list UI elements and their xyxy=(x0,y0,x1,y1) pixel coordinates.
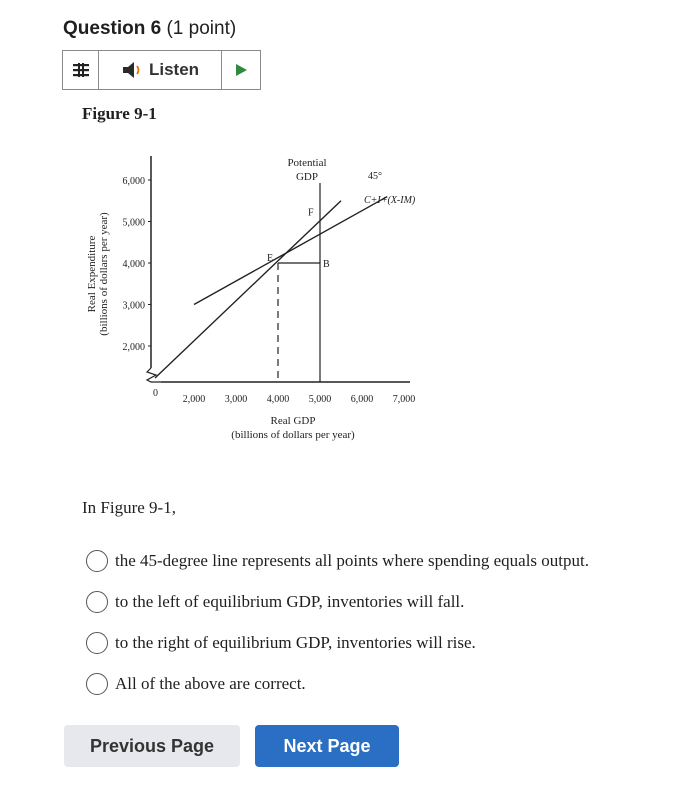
listen-label: Listen xyxy=(148,60,200,79)
figure-title: Figure 9-1 xyxy=(82,104,157,123)
y-tick-label: 6,000 xyxy=(122,176,145,187)
x-tick-label: 6,000 xyxy=(350,394,374,405)
option-a-text: the 45-degree line represents all points where spending equals output. xyxy=(115,551,589,570)
y-axis-units: (billions of dollars per year) xyxy=(98,212,110,336)
aggregate-expenditure-line xyxy=(194,197,387,305)
y-tick-label: 4,000 xyxy=(122,259,145,270)
point-b-label: B xyxy=(323,259,330,270)
previous-page-button[interactable]: Previous Page xyxy=(64,725,240,767)
x-tick-label: 7,000 xyxy=(392,394,416,405)
x-tick-label: 4,000 xyxy=(266,394,290,405)
option-b-text: to the left of equilibrium GDP, inventories will fall. xyxy=(115,592,465,611)
point-f-label: F xyxy=(308,207,314,219)
option-d[interactable] xyxy=(86,673,306,695)
potential-gdp-label-1: Potential xyxy=(287,157,327,169)
x-tick-label: 3,000 xyxy=(224,394,248,405)
x-axis-title: Real GDP xyxy=(270,415,316,427)
x-axis-units: (billions of dollars per year) xyxy=(231,429,355,441)
45-degree-label: 45° xyxy=(368,171,382,182)
y-axis-title: Real Expenditure xyxy=(86,235,98,313)
ae-line-label: C+I+(X-IM) xyxy=(364,195,416,206)
question-stem: In Figure 9-1, xyxy=(82,498,176,517)
option-c[interactable] xyxy=(86,632,476,654)
question-title: Question 6 xyxy=(63,18,162,39)
question-points: (1 point) xyxy=(166,18,237,39)
x-tick-label: 5,000 xyxy=(308,394,332,405)
45-degree-line xyxy=(155,201,341,378)
y-tick-label: 2,000 xyxy=(122,342,145,353)
option-d-text: All of the above are correct. xyxy=(115,674,306,693)
point-e-label: E xyxy=(266,253,274,264)
radio-option-c[interactable] xyxy=(86,632,108,654)
next-page-button[interactable]: Next Page xyxy=(255,725,399,767)
x-tick-label: 2,000 xyxy=(182,394,206,405)
radio-option-a[interactable] xyxy=(86,550,108,572)
option-c-text: to the right of equilibrium GDP, inventories will rise. xyxy=(115,633,476,652)
potential-gdp-label-2: GDP xyxy=(295,171,319,183)
y-tick-label: 5,000 xyxy=(122,217,145,229)
option-b[interactable] xyxy=(86,591,464,613)
option-a[interactable] xyxy=(86,550,589,572)
radio-option-b[interactable] xyxy=(86,591,108,613)
origin-label: 0 xyxy=(153,388,158,399)
radio-option-d[interactable] xyxy=(86,673,108,695)
y-tick-label: 3,000 xyxy=(122,300,145,312)
